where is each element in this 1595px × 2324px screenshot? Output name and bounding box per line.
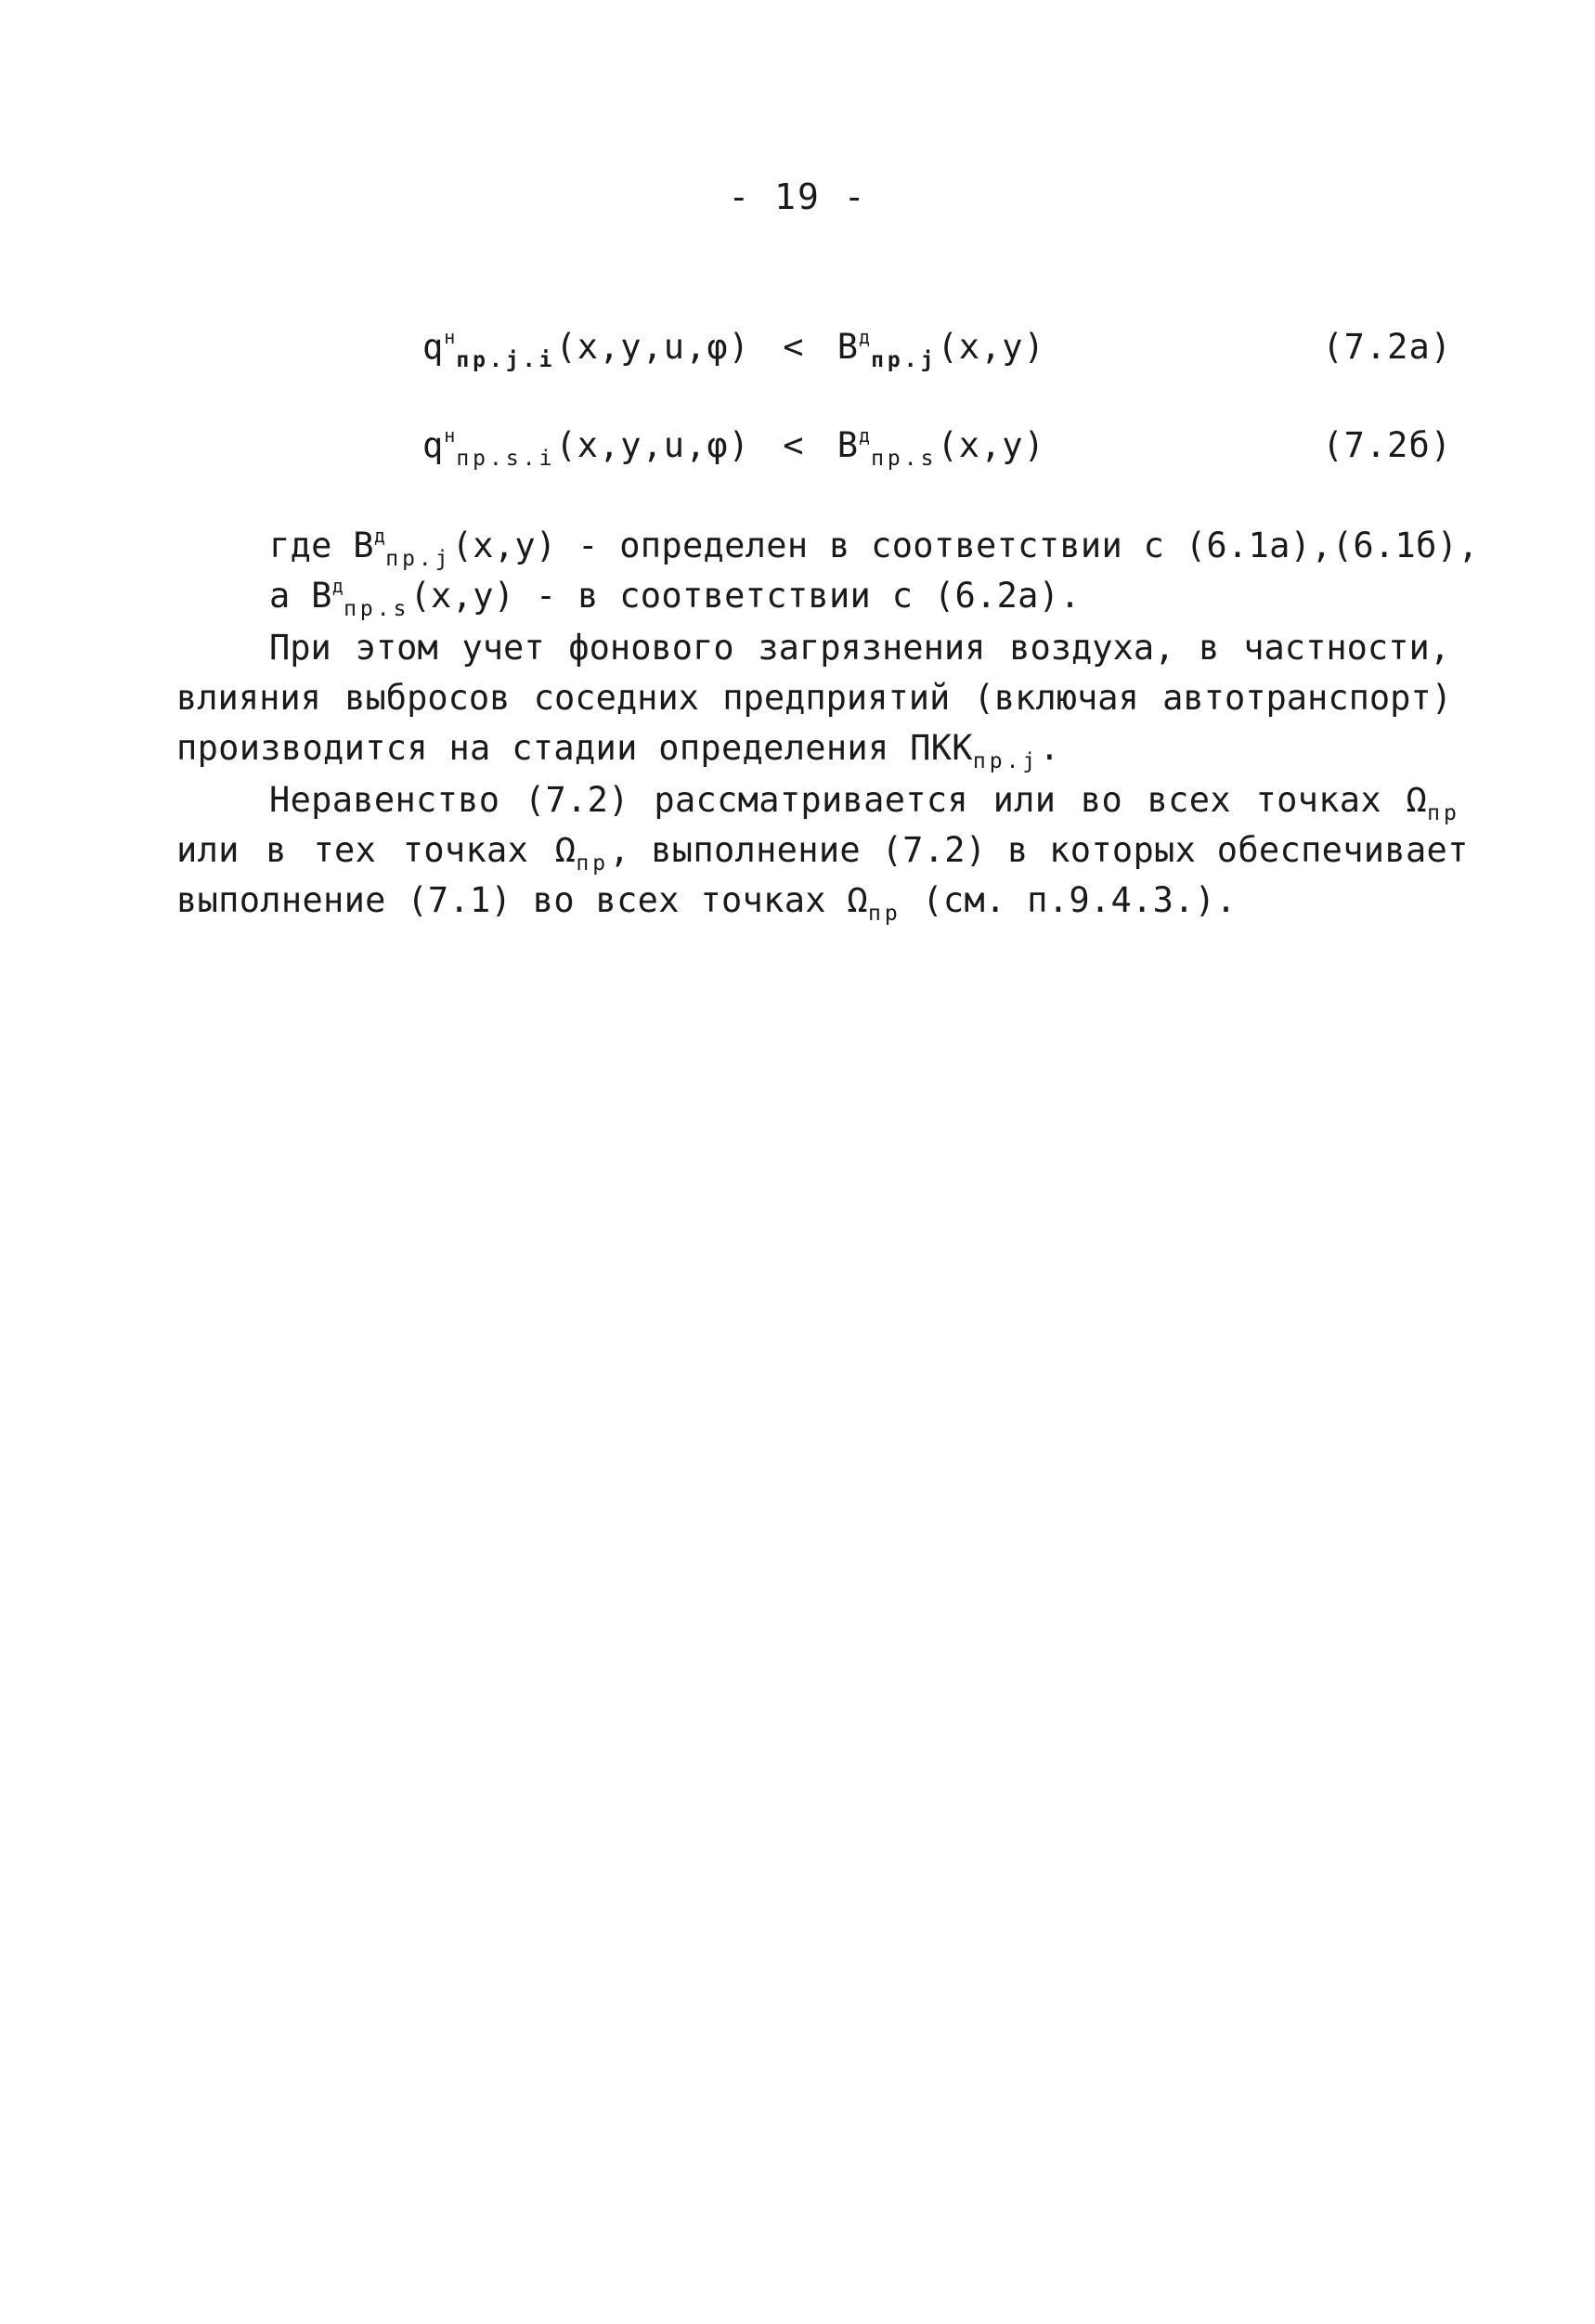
subscript: пр.j: [871, 348, 938, 372]
subscript: пр.j: [972, 749, 1040, 773]
superscript: д: [859, 326, 872, 348]
paragraph-1-line-3: [176, 728, 1060, 773]
paragraph-2-line-1: [269, 780, 1460, 825]
equation-number-7-2a: (7.2а): [1322, 327, 1452, 367]
subscript: пр.s: [344, 597, 410, 621]
symbol-q: q: [422, 425, 445, 465]
arguments: (x,y): [937, 327, 1045, 367]
page-number: - 19 -: [728, 176, 867, 217]
text-segment: а В: [269, 576, 332, 616]
definition-line-2: [269, 575, 1081, 621]
subscript: пр: [1427, 801, 1460, 825]
text-segment: производится на стадии определения ПКК: [176, 728, 973, 768]
superscript: д: [859, 424, 872, 447]
text-segment: .: [1039, 728, 1060, 768]
less-than-sign: <: [783, 425, 805, 465]
equation-number-7-2b: (7.2б): [1322, 425, 1452, 465]
symbol-b: В: [836, 425, 860, 465]
symbol-q: q: [422, 327, 445, 367]
subscript: пр.j: [385, 547, 452, 571]
arguments: (x,y,u,φ): [555, 425, 750, 465]
subscript: пр: [576, 851, 610, 876]
text-segment: (см. п.9.4.3.).: [901, 880, 1237, 920]
superscript: д: [331, 575, 344, 597]
paragraph-1-line-2: влияния выбросов соседних предприятий (включая автотранспорт): [176, 678, 1452, 718]
text-segment: или в тех точках Ω: [176, 830, 577, 870]
less-than-sign: <: [783, 327, 805, 367]
subscript: пр.s: [871, 447, 938, 471]
text-segment: выполнение (7.1) во всех точках Ω: [176, 880, 869, 920]
text-segment: (x,y) - в соответствии с (6.2а).: [409, 576, 1081, 616]
superscript: н: [444, 326, 457, 348]
subscript: пр: [868, 902, 901, 926]
subscript: пр.j.i: [456, 348, 556, 372]
text-segment: Неравенство (7.2) рассматривается или во всех точках Ω: [269, 780, 1428, 820]
text-segment: (x,y) - определен в соответствии с (6.1а),(6.1б),: [451, 526, 1479, 565]
text-segment: , выполнение (7.2) в которых обеспечивает: [609, 830, 1469, 870]
arguments: (x,y,u,φ): [555, 327, 750, 367]
equation-7-2a: [422, 326, 1045, 372]
paragraph-2-line-3: [176, 880, 1237, 926]
superscript: н: [444, 424, 457, 447]
arguments: (x,y): [937, 425, 1045, 465]
equation-7-2b: [422, 424, 1045, 471]
text-segment: где В: [269, 526, 374, 565]
paragraph-1-line-1: При этом учет фонового загрязнения воздуха, в частности,: [269, 628, 1450, 668]
definition-line-1: [269, 525, 1479, 571]
subscript: пр.s.i: [456, 447, 556, 471]
paragraph-2-line-2: [176, 830, 1469, 876]
superscript: д: [373, 525, 386, 547]
symbol-b: В: [836, 327, 860, 367]
